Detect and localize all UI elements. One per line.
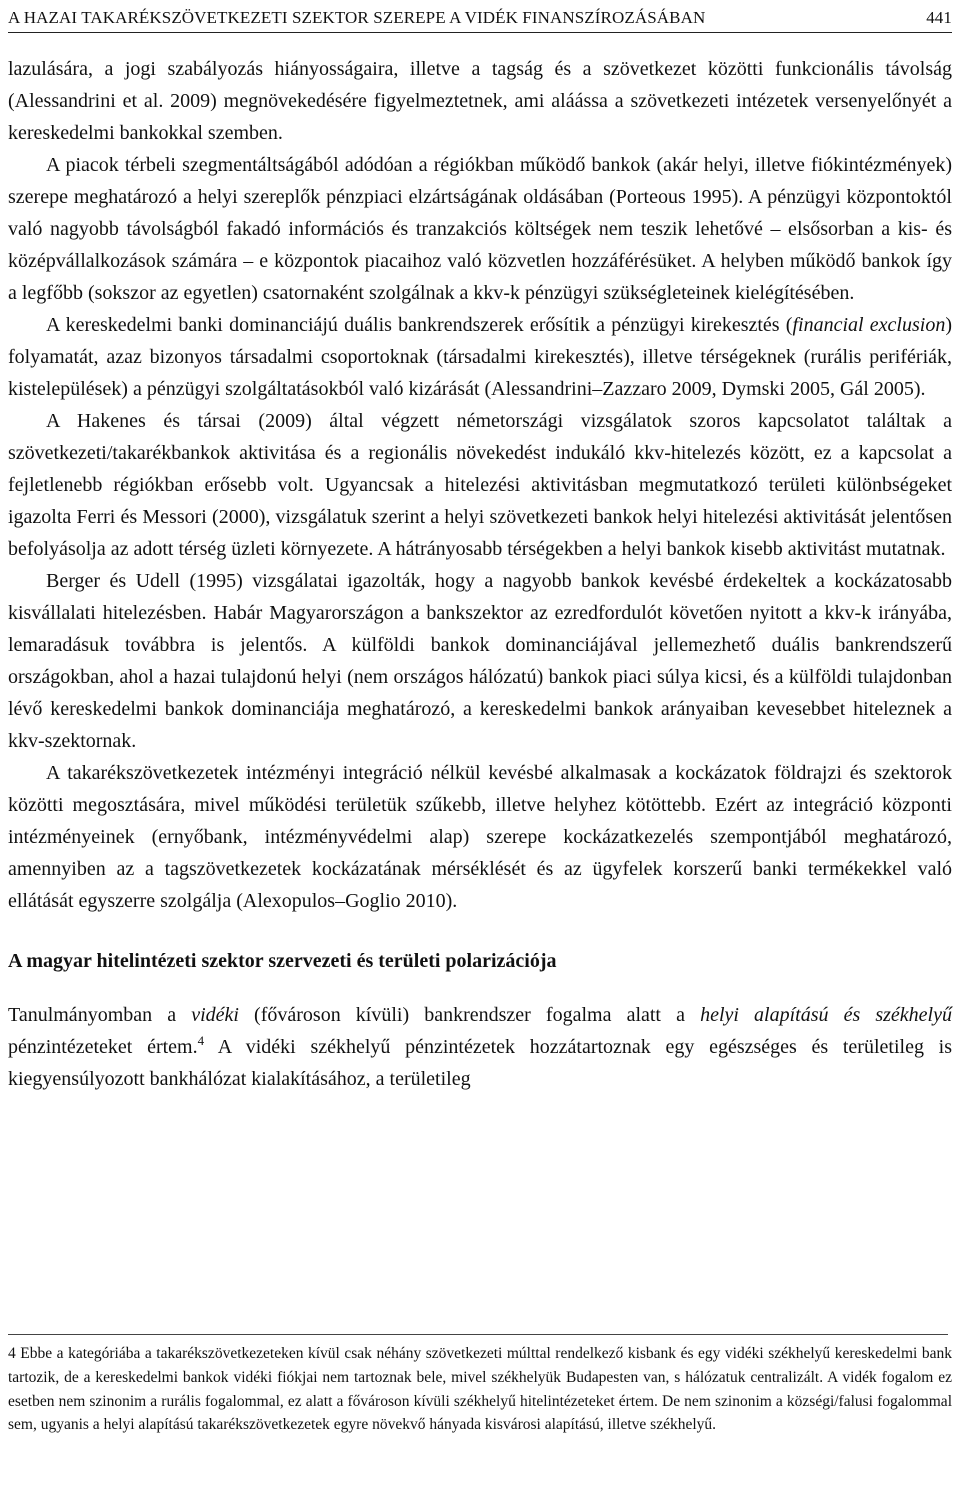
section-title: A magyar hitelintézeti szektor szervezeti és területi polarizációja [8, 950, 557, 972]
paragraph-5: Berger és Udell (1995) vizsgálatai igazolták, hogy a nagyobb bankok kevésbé érdekeltek a kockázatosabb kisvállalati hitelezésben. Habár Magyarországon a bankszektor az ezredfordulót követően nyitott a kkv-k irányába, lemaradásuk továbbra is jelentős. A külföldi bankok dominanciájával jellemezhető duális bankrendszerű országokban, ahol a hazai tulajdonú helyi (nem országos hálózatú) bankok piaci súlya kicsi, és a külföldi tulajdonban lévő kereskedelmi bankok dominanciája meghatározó, a kereskedelmi bankok arányaiban kevesebbet hiteleznek a kkv-szektornak. [8, 570, 952, 752]
paragraph-7-text-b: (fővároson kívüli) bankrendszer fogalma alatt a [238, 1004, 701, 1026]
paragraph-7 [8, 999, 952, 1095]
paragraph-7-text-d: A vidéki székhelyű pénzintézetek hozzátartoznak egy egészséges és területileg is kiegyensúlyozott bankhálózat kialakításához, a területileg [8, 1036, 952, 1090]
paragraph-4: A Hakenes és társai (2009) által végzett németországi vizsgálatok szoros kapcsolatot találtak a szövetkezeti/takarékbankok aktivitása és a regionális növekedést indukáló kkv-hitelezés között, ez a kapcsolat a fejletlenebb régiókban erősebb volt. Ugyancsak a hitelezési aktivitásban megmutatkozó területi különbségeket igazolta Ferri és Messori (2000), vizsgálatuk szerint a helyi szövetkezeti bankok helyi hitelezési aktivitását jelentősen befolyásolja az adott térség üzleti környezete. A hátrányosabb térségekben a helyi bankok kisebb aktivitást mutatnak. [8, 410, 952, 560]
footnote-text: 4 Ebbe a kategóriába a takarékszövetkezeteken kívül csak néhány szövetkezeti múlttal rendelkező kisbank és egy vidéki székhelyű kereskedelmi bank tartozik, de a kereskedelmi bankok vidéki fiókjai nem tartoznak bele, mivel székhelyük Budapesten van, s hálózatuk centralizált. A vidék fogalom ez esetben nem szinonim a rurális fogalommal, ez alatt a fővároson kívüli székhelyű hitelintézeteket értem. De nem szinonim a községi/falusi fogalommal sem, ugyanis a helyi alapítású takarékszövetkezetek egyre növekvő hányada kisvárosi alapítású, illetve székhelyű. [8, 1345, 952, 1434]
paragraph-7-italic-a: vidéki [191, 1004, 239, 1026]
paragraph-6: A takarékszövetkezetek intézményi integráció nélkül kevésbé alkalmasak a kockázatok földrajzi és szektorok közötti megosztására, mivel működési területük szűkebb, illetve helyhez kötöttebb. Ezért az integráció központi intézményeinek (ernyőbank, intézményvédelmi alap) szerepe kockázatkezelés szempontjából meghatározó, amennyiben az a tagszövetkezetek kockázatának mérséklését és az ügyfelek korszerű banki termékekkel való ellátását egyszerre szolgálja (Alexopulos–Goglio 2010). [8, 762, 952, 912]
running-header [8, 0, 952, 33]
paragraph-7-text-c: pénzintézeteket értem. [8, 1036, 198, 1058]
paragraph-3-text-a: A kereskedelmi banki dominanciájú duális bankrendszerek erősítik a pénzügyi kirekesztés ( [46, 314, 793, 336]
footnote-reference[interactable]: 4 [197, 1033, 205, 1048]
page-number: 441 [926, 8, 952, 27]
paragraph-3-italic-term: financial exclusion [792, 314, 946, 336]
paragraph-3 [8, 309, 952, 405]
footnote [8, 1342, 952, 1437]
paragraph-7-italic-b: helyi alapítású és székhelyű [700, 1004, 952, 1026]
running-title: A HAZAI TAKARÉKSZÖVETKEZETI SZEKTOR SZEREPE A VIDÉK FINANSZÍROZÁSÁBAN [8, 8, 706, 27]
paragraph-1: lazulására, a jogi szabályozás hiányosságaira, illetve a tagság és a szövetkezet közötti funkcionális távolság (Alessandrini et al. 2009) megnövekedésére figyelmeztetnek, ami aláássa a szövetkezeti intézetek versenyelőnyét a kereskedelmi bankokkal szemben. [8, 58, 952, 144]
paragraph-3-text-b: ) folyamatát, azaz bizonyos társadalmi csoportoknak (társadalmi kirekesztés), illetve térségeknek (rurális perifériák, kistelepülések) a pénzügyi szolgáltatásokból való kizárását (Alessandrini–Zazzaro 2009, Dymski 2005, Gál 2005). [8, 314, 952, 400]
page [8, 0, 952, 1434]
paragraph-7-text-a: Tanulmányomban a [8, 1004, 192, 1026]
footnote-divider [8, 1334, 948, 1335]
paragraph-2: A piacok térbeli szegmentáltságából adódóan a régiókban működő bankok (akár helyi, illetve fiókintézmények) szerepe meghatározó a helyi szereplők pénzpiaci elzártságának oldásában (Porteous 1995). A pénzügyi központoktól való nagyobb távolságból fakadó információs és tranzakciós költségek nem teszik lehetővé – elsősorban a kis- és középvállalkozások számára – e központok piacaihoz való közvetlen hozzáférésüket. A helyben működő bankok így a legfőbb (sokszor az egyetlen) csatornaként szolgálnak a kkv-k pénzügyi szükségleteinek kielégítésében. [8, 154, 952, 304]
body-text [8, 53, 952, 1095]
